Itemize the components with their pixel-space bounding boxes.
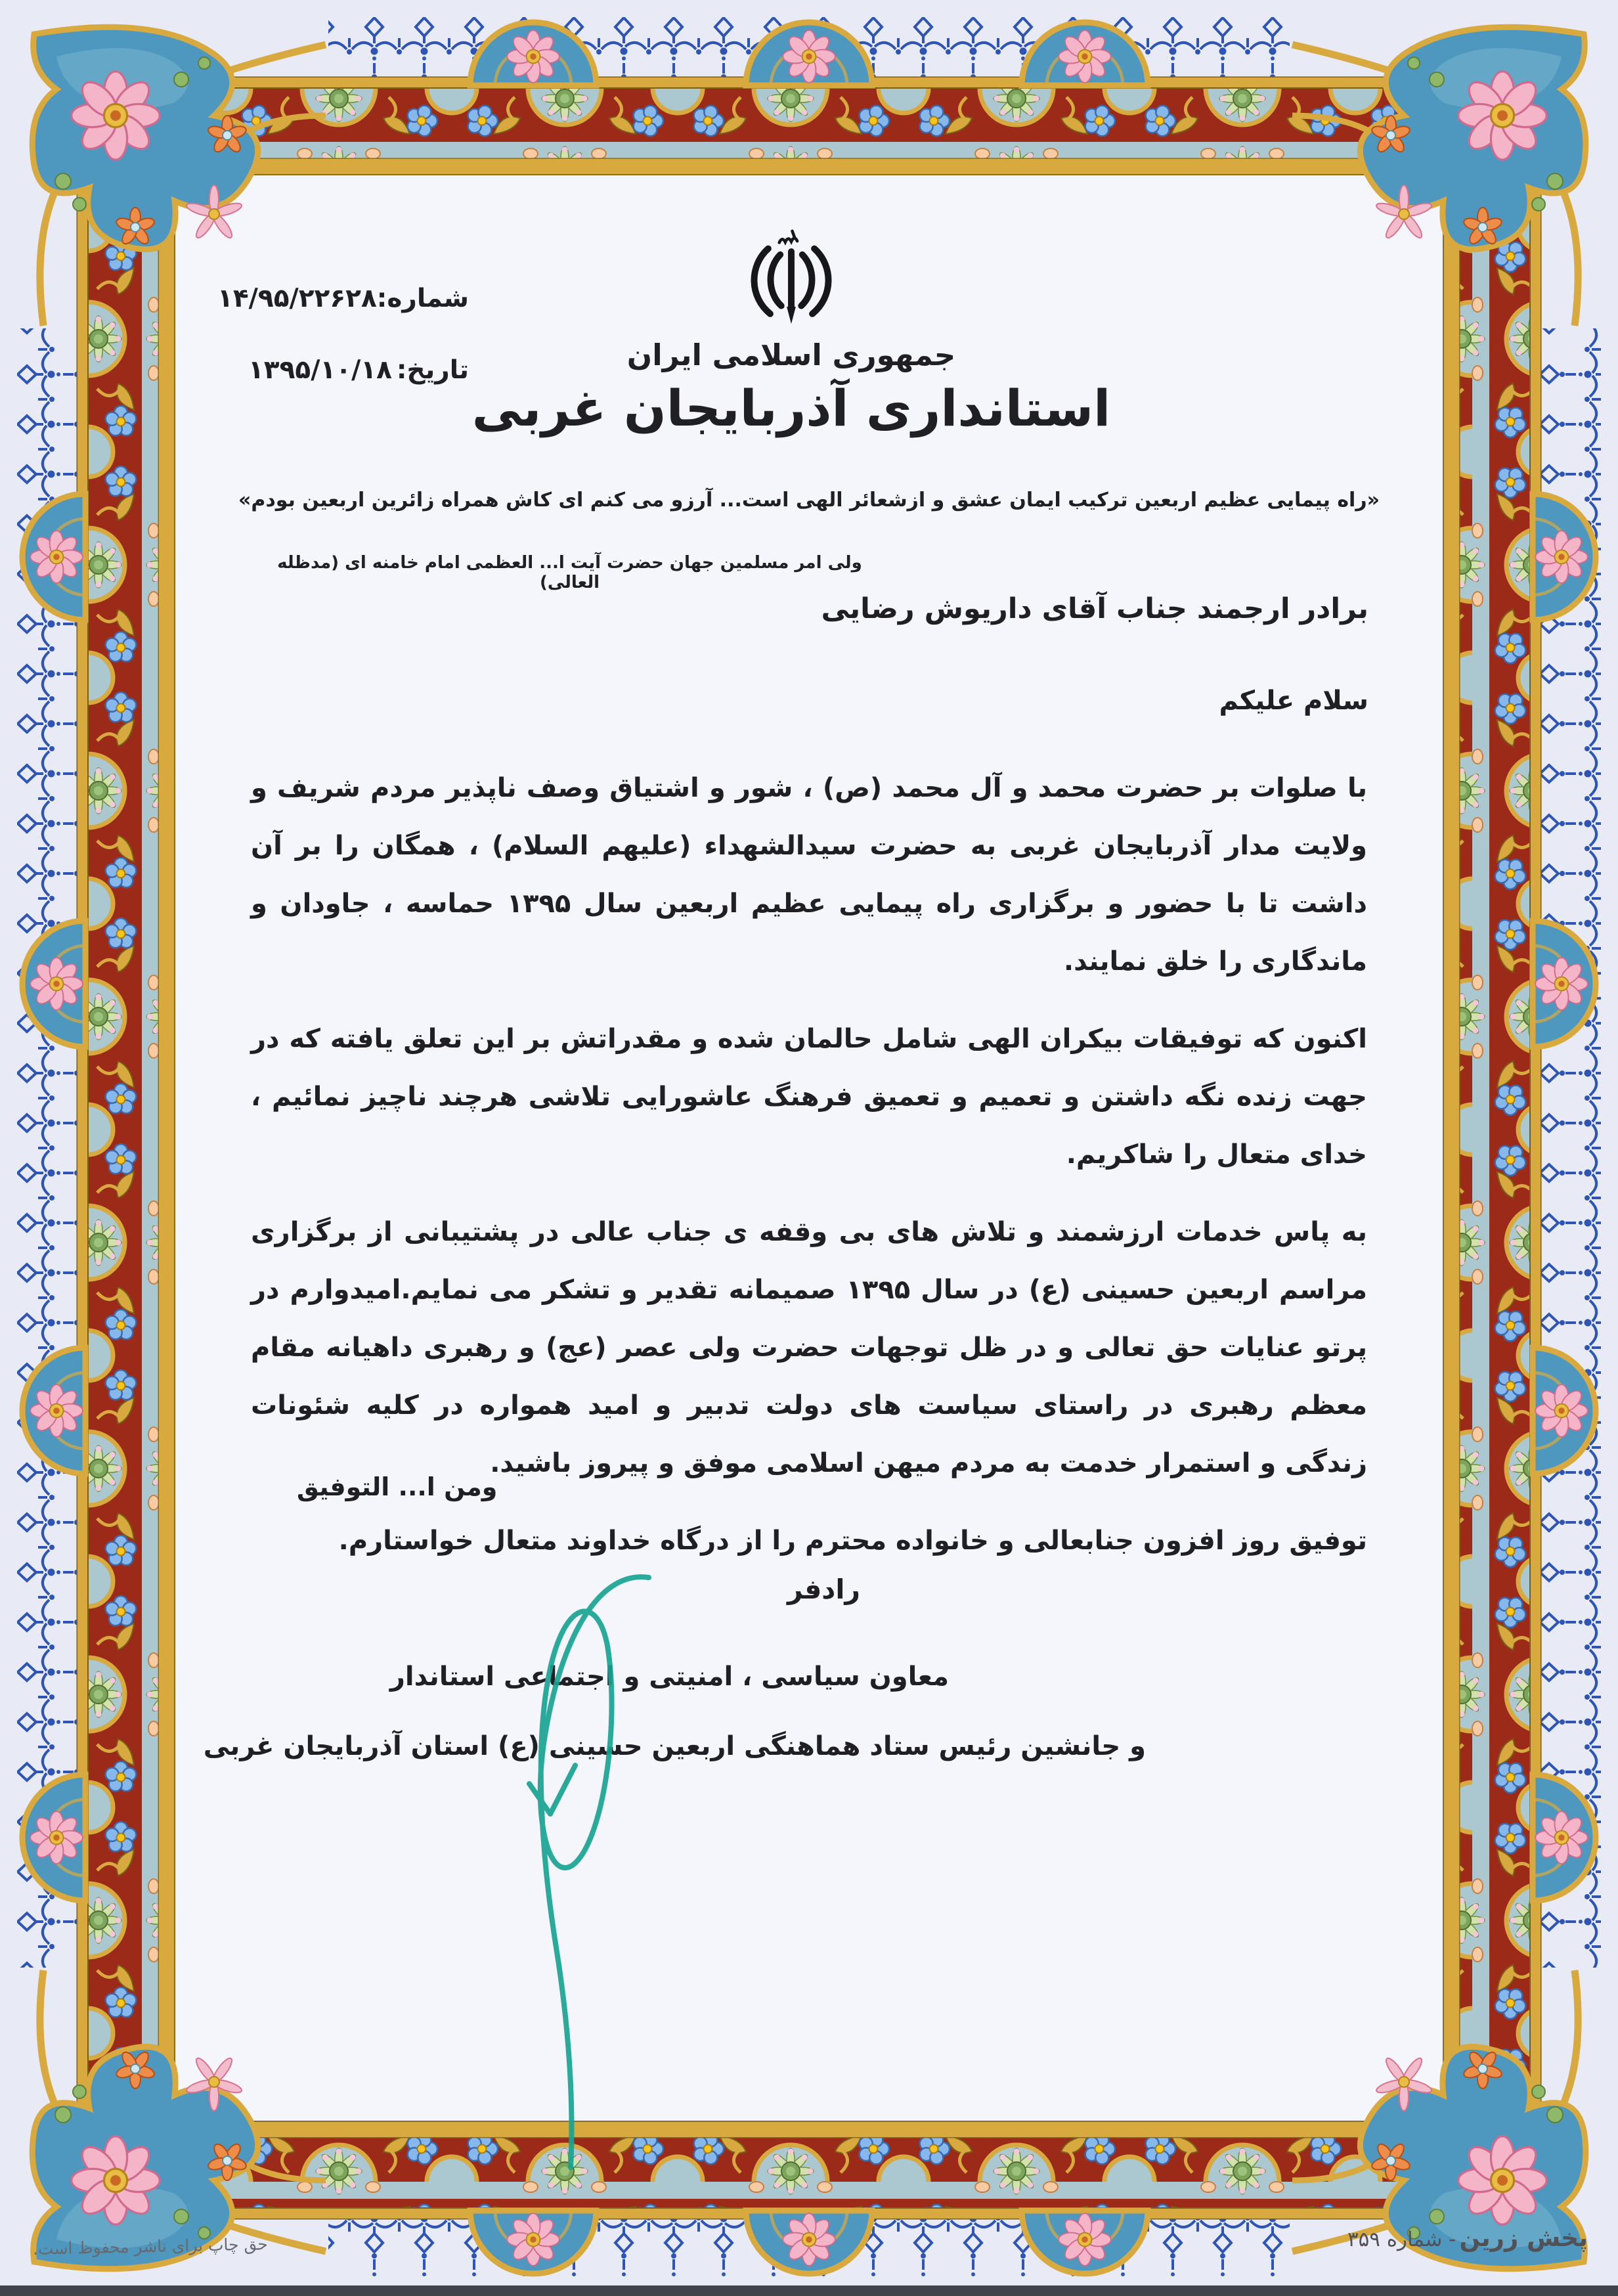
signatory-title-2: و جانشین رئیس ستاد هماهنگی اربعین حسینی (ع) استان آذربایجان غربی (203, 1731, 1146, 1761)
salutation-line: سلام علیکم (1219, 686, 1368, 716)
number-label: شماره: (376, 284, 469, 313)
body-paragraph: اکنون که توفیقات بیکران الهی شامل حالمان شده و مقدراتش بر این تعلق یافته که در جهت زنده نگه داشتن و تعمیم و تعمیق فرهنگ عاشورایی تلاشی هرچند ناچیز نمائیم ، خدای متعال را شاکریم. (251, 1024, 1367, 1170)
recipient-line: برادر ارجمند جناب آقای داریوش رضایی (821, 592, 1368, 625)
signatory-name: رادفر (787, 1574, 860, 1605)
body-paragraph: به پاس خدمات ارزشمند و تلاش های بی وقفه ی جناب عالی در پشتیبانی از برگزاری مراسم اربعین حسینی (ع) در سال ۱۳۹۵ صمیمانه تقدیر و تشکر می نمایم.امیدوارم در پرتو عنایات حق تعالی و در ظل توجهات حضرت ولی عصر (عج) و رهبری داهیانه مقام معظم رهبری در راستای سیاست های دولت تدبیر و امید همواره در کلیه شئونات زندگی و استمرار خدمت به مردم میهن اسلامی موفق و پیروز باشید. (251, 1217, 1367, 1478)
date-label: تاریخ: (396, 355, 469, 385)
number-value: ۱۴/۹۵/۲۲۶۲۸ (217, 284, 377, 313)
republic-title: جمهوری اسلامی ایران (626, 338, 956, 372)
publisher-name: پخش زرین (1459, 2224, 1588, 2252)
organization-title: استانداری آذربایجان غربی (471, 379, 1111, 437)
date-value: ۱۳۹۵/۱۰/۱۸ (248, 355, 392, 385)
quote-text: «راه پیمایی عظیم اربعین ترکیب ایمان عشق و ازشعائر الهی است... آرزو می کنم ای کاش همراه زائرین اربعین بودم» (238, 489, 1380, 512)
body-paragraph: با صلوات بر حضرت محمد و آل محمد (ص) ، شور و اشتیاق وصف ناپذیر مردم شریف و ولایت مدار آذربایجان غربی به حضرت سیدالشهداء (علیهم السلام) ، همگان را بر آن داشت تا با حضور و برگزاری راه پیمایی عظیم اربعین سال ۱۳۹۵ حماسه ، جاودان و ماندگاری را خلق نمایند. (251, 773, 1367, 977)
quote-attribution: ولی امر مسلمین جهان حضرت آیت ا... العظمی امام خامنه ای (مدظله العالی) (277, 553, 862, 592)
closing-line: توفیق روز افزون جنابعالی و خانواده محترم را از درگاه خداوند متعال خواستارم. (338, 1526, 1367, 1556)
benediction-line: ومن ا... التوفیق (297, 1472, 498, 1501)
footer-copyright: حق چاپ برای ناشر محفوظ است. (32, 2234, 269, 2259)
signatory-title-1: معاون سیاسی ، امنیتی و اجتماعی استاندار (389, 1662, 949, 1692)
publisher-number: - شماره ۳۵۹ (1347, 2228, 1456, 2251)
